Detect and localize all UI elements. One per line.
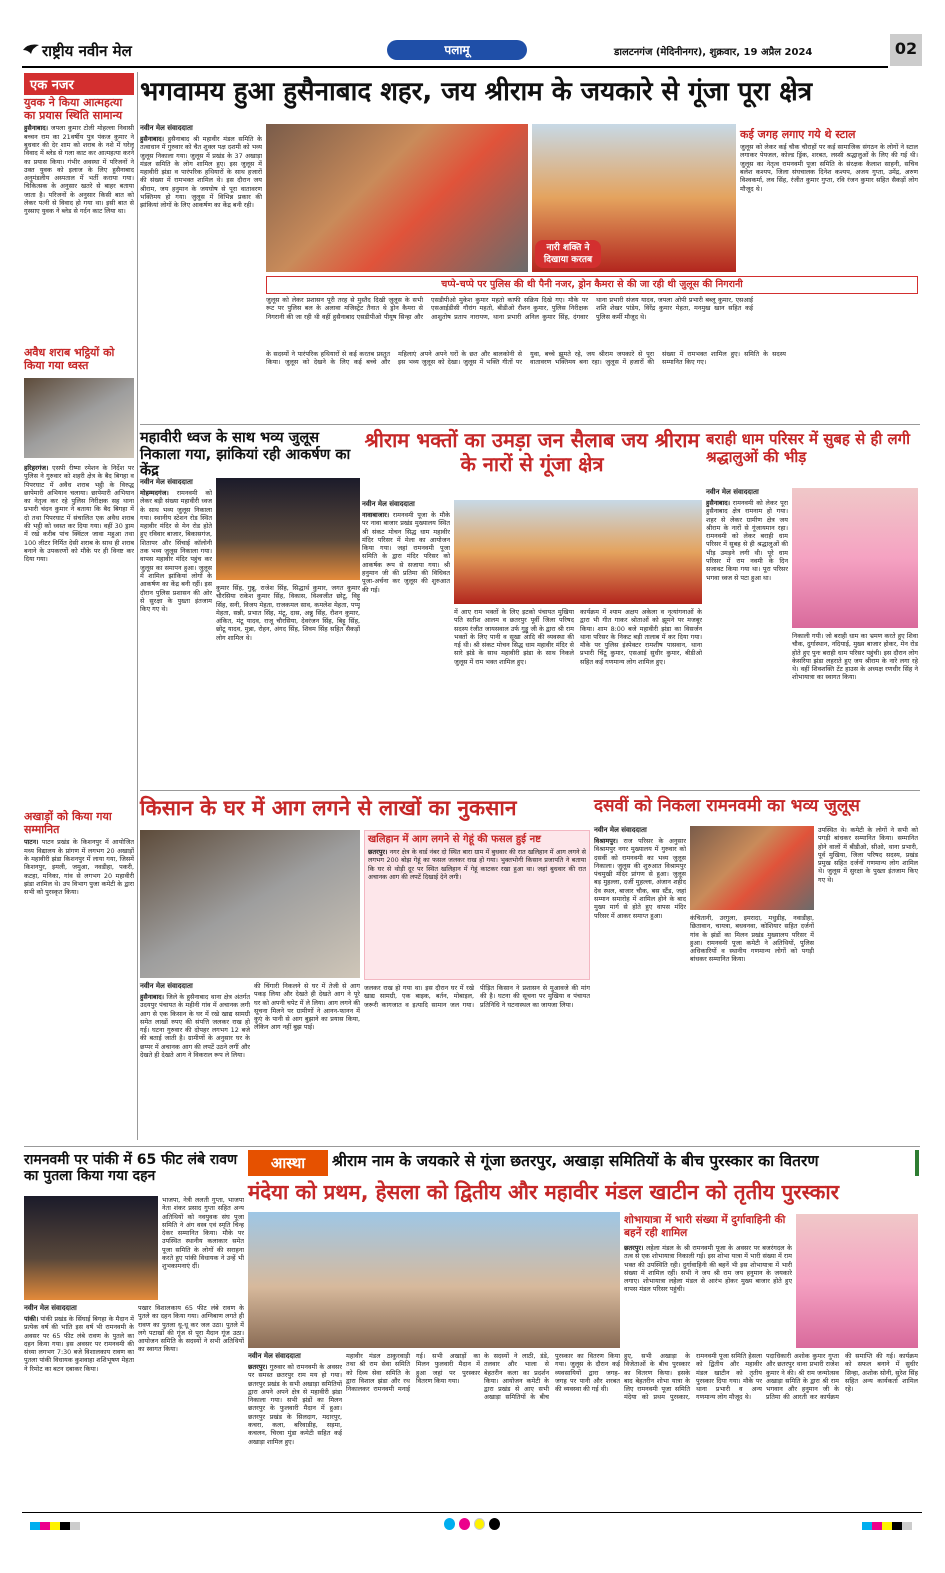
- mahaviri-text: रामनवमी को लेकर बड़ी संख्या महावीरी ध्वज के साथ भव्य जुलूस निकाला गया। स्थानीय स्टेशन रोड स्थित महावीर मंदिर से मेन रोड होते हुए रविवार बाजार, बिकासगंज, शितापर और सिंचाई कॉलोनी तक भव्य जुलूस निकाला गया। वापस महावीर मंदिर पहुंच कर जुलूस का समापन हुआ। जुलूस में शामिल झांकियां लोगों के आकर्षण का केंद्र बनी रहीं। इस दौरान पुलिस प्रशासन की ओर से सुरक्षा के पुख्ता इंतजाम किए गए थे।: [140, 489, 212, 614]
- lead-photo-procession: [266, 124, 528, 272]
- sidebar-story-1-lead: हुसैनाबाद।: [24, 124, 49, 133]
- aastha-body-2: महावीर मंडल ठाकुरवाड़ी तथा श्री राम सेवा समिति को दिव्य सेवा समिति के द्वारा विशाल झंडा और रथ निकालकर रामनवमी मनाई गई। सभी अखाड़ों का मिलन फुलवारी मैदान में हुआ जहां पर पुरस्कार वितरण किया गया।: [346, 1352, 480, 1394]
- ravan-col1: [24, 1304, 134, 1511]
- header-rule: [22, 66, 888, 68]
- aastha-text: गुरुवार को रामनवमी के अवसर पर समस्त छतरपुर राम मय हो गया। छतरपुर प्रखंड के सभी अखाड़ा समितियों द्वारा अपने अपने क्षेत्र से महावीरी झंडा निकाला गया। सभी झंडों का मिलन छतरपुर के फुलवारी मैदान में हुआ। छतरपुर प्रखंड के सिलदाग, मदारपुर, कचरा, कला, बरिवाडीह, सड़मा, कचलन, चिरवा मुंडा कमेटी सहित कई अखाड़ा शामिल हुए।: [248, 1363, 342, 1446]
- aastha-col1: [248, 1352, 342, 1513]
- lead-lead: हुसैनाबाद।: [140, 135, 165, 143]
- aastha-headline-2: मंदेया को प्रथम, हेसला को द्वितीय और महावीर मंडल खाटीन को तृतीय पुरस्कार: [248, 1180, 840, 1204]
- shobha-headline: शोभायात्रा में भारी संख्या में दुर्गावाहिनी की बहनें रही शामिल: [624, 1214, 786, 1239]
- barahi-col1: [706, 488, 788, 789]
- aastha-body: [248, 1363, 342, 1513]
- sidebar-story-2-lead: हरिहरगंज।: [24, 464, 49, 472]
- ravan-body-3: पखार विशालकाय 65 फीट लंबे रावण के पुतले का दहन किया गया। अग्निबाण लगते ही रावण का पुतला धू-धू कर जल उठा। पुतले में लगे पटाखों की गूंज से पूरा मैदान गूंज उठा। आयोजन समिति के सदस्यों ने सभी अतिथियों का स्वागत किया।: [138, 1304, 244, 1354]
- bhakt-byline: नवीन मेल संवाददाता: [362, 500, 415, 508]
- kisan-body-3: जलकर राख हो गया था। इस दौरान घर में रखे खाद्य सामग्री, एक बाइक, बर्तन, मोबाइल, जरूरी कागजात व इत्यादि सामान जल गया। पीड़ित किसान ने प्रशासन से मुआवजे की मांग की है। घटना की सूचना पर मुखिया व पंचायत प्रतिनिधि ने घटनास्थल का जायजा लिया।: [364, 984, 590, 1009]
- registration-dots: [444, 1518, 500, 1532]
- divider-1: [140, 424, 920, 425]
- bhakt-lead: नावाबाजार।: [362, 511, 390, 519]
- reg-dot-cyan: [444, 1518, 455, 1530]
- sidebar-story-1-body: [24, 124, 134, 294]
- kisan-box: [364, 830, 590, 980]
- sidebar-story-1-text: जपला कुमार टोली मोहल्ला निवासी बच्चन राम का 21वर्षीय पुत्र पंकज कुमार ने बुधवार की देर शाम को शराब के नशे में घरेलू विवाद में ब्लेड से गला काट कर आत्महत्या करने का प्रयास किया। गंभीर अवस्था में परिजनों ने उक्त युवक को इलाज के लिए हुसैनाबाद अनुमंडलीय अस्पताल में भर्ती कराया गया। चिकित्सक के अनुसार खतरे से बाहर बताया जाता है। परिजनों के अनुसार किसी बात को लेकर पत्नी से विवाद हो गया था। इसी बात से गुस्साए युवक ने ब्लेड से गर्दन काट लिया था।: [24, 124, 134, 216]
- mahaviri-lead: मोहम्मदगंज।: [140, 489, 169, 497]
- aastha-lead: छतरपुर।: [248, 1363, 268, 1371]
- barahi-headline: बराही धाम परिसर में सुबह से ही लगी श्रद्धालुओं की भीड़: [706, 430, 911, 466]
- masthead: [22, 38, 922, 68]
- dasvi-byline: नवीन मेल संवाददाता: [594, 826, 647, 834]
- mahaviri-body-2: कुमार सिंह, गुन्नू, राजेश सिंह, सिद्धार्थ कुमार, जगत कुमार चौरसिया राकेश कुमार सिंह, विकास, विश्वजीत छोटू, विट्टू सिंह, सनी, विजय मेहता, राजकमल साव, कमलेश मेहता, पप्पू मेहता, सन्नी, प्रभात सिंह, मंटू, दास, अन्नु सिंह, रौशन कुमार, अंकित, मंटू यादव, राजू चौरसिया, देवरंजन सिंह, बिट्टू सिंह, छोटू यादव, मुन्ना, रोहन, अंगद सिंह, शिवम सिंह सहित सैकड़ों लोग शामिल थे।: [216, 584, 360, 642]
- lead-text: हुसैनाबाद श्री महावीर मंडल समिति के तत्वाधान में गुरुवार को चैत शुक्ल पक्ष दशमी को भव्य जुलूस निकाला गया। जुलूस में प्रखंड के 37 अखाड़ा मंडल समिति के लोग शामिल हुए। इस जुलूस में महावीरी झंडा व पारंपरिक हथियारों के साथ हजारों की संख्या में रामभक्त शामिल थे। इस दौरान जय श्रीराम, जय हनुमान के जयघोष से पूरा वातावरण भक्तिमय हो गया। जुलूस में विभिन्न प्रकार की झांकियां लोगों के लिए आकर्षण का केंद्र बनी रही।: [140, 135, 262, 210]
- sidebar-story-3-text: पाटन प्रखंड के किशनपुर में आयोजित मध्य विद्यालय के प्रांगण में लगभग 20 अखाड़ों के महावीरी झंडा किशनपुर में लाया गया, जिसमें किशनपुर, इमली, जमुआ, नवडीहा, पकरी, कटहा, मनिका, गांव से लगभग 20 महावीरी झंडा शामिल थे। उप विभाग पुजा कमेटी के द्वारा सभी को पुरस्कृत किया।: [24, 838, 134, 897]
- aastha-photo: [248, 1212, 620, 1348]
- barahi-photo: [792, 488, 918, 628]
- bhakt-col1: [362, 500, 450, 791]
- shobha-text: लहेला मंडल के श्री रामनवमी पूजा के अवसर पर बजरंगदल के तत्व से एक शोभायात्रा निकाली गई। इस शोभा यात्रा में भारी संख्या में राम भक्त की उपस्थिति रही। दुर्गावाहिनी की बहनें भी इस शोभायात्रा में भारी संख्या में शामिल रहीं। सभी ने जय श्री राम जय हनुमान के जयकारे लगाए। शोभायात्रा लहेला मंडल से आरंभ होकर मुख्य बाजार होते हुए वापस मंडल परिसर पहुंची।: [624, 1244, 792, 1294]
- reg-dot-yellow: [474, 1518, 485, 1530]
- sidebar-divider: [137, 72, 138, 1140]
- sidebar-story-2-text: एसपी रीष्मा रमेशन के निर्देश पर पुलिस ने गुरुवार को शहरी क्षेत्र के बैद बिगहा व पिपरघाट में अवैध शराब भट्ठी के विरुद्ध छापेमारी अभियान चलाया। छापेमारी अभियान का नेतृत्व कर रहे पुलिस निरीक्षक सह थाना प्रभारी चंदन कुमार ने बताया कि बैद बिगहा में दो तथा पिपरघाट में संचालित एक अवैध शराब की भट्ठी को ध्वस्त कर दिया गया। वहीं 30 ड्राम में रखे करीब पांच क्विंटल जावा महुआ तथा 100 लीटर निर्मित देसी शराब के साथ ही शराब बनाने के उपकरणों को मौके पर ही विनष्ट कर दिया गया।: [24, 464, 134, 564]
- sidebar-story-3-lead: पाटन।: [24, 838, 39, 847]
- bhakt-body-2: में आए राम भक्तों के लिए इटको पंचायत मुखिया पति सतीश आलम व छतरपुर पूर्वी जिला परिषद सदस्य रंजीत जायसवाल उर्फ गुड्डू जी के द्वारा श्री राम भक्तों के लिए पानी व सूखा आदि की व्यवस्था की गई थी। श्री संकट मोचन सिद्ध धाम महावीर मंदिर से सारे झंडे के साथ महावीरी झंडा के साथ निकले जुलूस में राम भक्त शामिल हुए।: [454, 608, 574, 666]
- kisan-col1: [140, 982, 250, 1143]
- dasvi-body-3: उपस्थित थे। कमेटी के लोगों ने सभी को पगड़ी बांधकर सम्मानित किया। सम्मानित होने वालों में बीडीओ, सीओ, थाना प्रभारी, पूर्व मुखिया, जिला परिषद सदस्य, प्रखंड प्रमुख सहित दर्जनों गणमान्य लोग शामिल थे। जुलूस में सुरक्षा के पुख्ता इंतजाम किए गए थे।: [818, 826, 918, 884]
- kisan-text: जिले के हुसैनाबाद थाना क्षेत्र अंतर्गत उदयपुर पंचायत के महीनी गांव में अचानक लगी आग से एक किसान के घर में रखे खाद्य सामग्री समेत लाखों रुपए की संपत्ति जलकर राख हो गई। घटना गुरुवार की दोपहर लगभग 12 बजे की बताई जाती है। ग्रामीणों के अनुसार घर के छप्पर में अचानक आग की लपटें उठने लगीं और देखते ही देखते आग ने विकराल रूप ले लिया।: [140, 993, 250, 1060]
- aastha-body-3: के सदस्यों ने लाठी, डंडे, तलवार और भाला से बेहतरीन कला का प्रदर्शन किया। आयोजन कमेटी के द्वारा प्रखंड से आए सभी अखाड़ा समितियों के बीच पुरस्कार का वितरण किया गया। जुलूस के दौरान कई व्यवसायियों द्वारा जगह-जगह पर पानी और शरबत की व्यवस्था की गई थी।: [484, 1352, 620, 1402]
- reg-dot-magenta: [459, 1518, 470, 1530]
- ravan-body-2: भाजपा, नेत्री ललती गुप्ता, भाजपा नेता शंकर प्रसाद गुप्ता सहित अन्य अतिथियों को नवयुवक संघ पूजा समिति ने अंग वस्त्र एवं स्मृति चिन्ह देकर सम्मानित किया। मौके पर उपस्थित स्थानीय कलाकार समेत पूजा समिति के लोगों की सराहना करते हुए पांकी विधायक ने उन्हें भी शुभकामनाएं दीं।: [162, 1196, 244, 1271]
- color-registration-right: [862, 1522, 912, 1530]
- aastha-headline: श्रीराम नाम के जयकारे से गूंजा छतरपुर, अखाड़ा समितियों के बीच पुरस्कार का वितरण: [332, 1152, 819, 1170]
- aastha-body-4: हुए, सभी अखाड़ा के विजेताओं के बीच पुरस्कार का वितरण किया। इसके बाद बेहतरीन शोभा यात्रा के लिए रामनवमी पूजा समिति मंदेया को प्रथम पुरस्कार, रामनवमी पूजा समिति हेसला को द्वितीय और महावीर मंडल खाटीन को तृतीय पुरस्कार दिया गया। मौके पर थाना प्रभारी व अन्य गणमान्य लोग मौजूद थे।: [624, 1352, 762, 1402]
- shobha-body-2: पदाधिकारी अशोक कुमार गुप्ता और छतरपुर थाना प्रभारी राजेश कुमार ने की। श्री राम जन्मोत्सव अखाड़ा समिति के द्वारा श्री राम भगवान और हनुमान जी के प्रतिमा की आरती कर कार्यक्रम की समाप्ति की गई। कार्यक्रम को सफल बनाने में सुधीर सिन्हा, अशोक सोनी, सुरेश सिंह सहित अन्य कार्यकर्ता शामिल रहे।: [766, 1352, 918, 1402]
- bhakt-text: रामनवमी पूजा के मौके पर नावा बाजार प्रखंड मुख्यालय स्थित श्री संकट मोचन सिद्ध धाम महावीर मंदिर परिसर में मेला का आयोजन किया गया। जहां रामनवमी पूजा समिति के द्वारा मंदिर परिसर को आकर्षक रूप से सजाया गया। श्री हनुमान जी की प्रतिमा की विधिवत पूजा-अर्चना कर जुलूस की शुरुआत की गई।: [362, 511, 450, 594]
- sidebar-story-3-headline: अखाड़ों को किया गया सम्मानित: [24, 810, 112, 837]
- kisan-body-2: की चिंगारी निकलने से घर में तेजी से आग पकड़ लिया और देखते ही देखते आग ने पूरे घर को अपनी चपेट में ले लिया। आग लगने की सूचना मिलने पर ग्रामीणों ने आनन-फानन में कुएं के पानी से आग बुझाने का प्रयास किया, लेकिन आग नहीं बुझ पाई।: [254, 982, 360, 1032]
- barahi-byline: नवीन मेल संवाददाता: [706, 488, 759, 496]
- sidebar-story-3-body: [24, 838, 134, 1168]
- newspaper-logo: राष्ट्रीय नवीन मेल: [42, 42, 132, 60]
- lead-sub-headline: कई जगह लगाए गये थे स्टाल: [740, 128, 856, 141]
- mahaviri-headline: महावीरी ध्वज के साथ भव्य जुलूस निकाला गया, झांकियां रही आकर्षण का केंद्र: [140, 430, 351, 480]
- mahaviri-byline: नवीन मेल संवाददाता: [140, 478, 193, 486]
- bhakt-headline: श्रीराम भक्तों का उमड़ा जन सैलाब जय श्रीराम के नारों से गूंजा क्षेत्र: [364, 428, 700, 476]
- dasvi-lead: विश्रामपुर।: [594, 837, 618, 845]
- dateline: डालटनगंज (मेदिनीनगर), शुक्रवार, 19 अप्रैल 2024: [614, 47, 813, 58]
- lead-body-3: के सदस्यों ने पारंपरिक हथियारों से कई करतब प्रस्तुत किया। जुलूस को देखने के लिए कई बच्चे और महिलाएं अपने अपने घरों के छत और बालकोनी से इस भव्य जुलूस को देखा। जुलूस में भक्ति गीतों पर युवा, बच्चे झूमते रहे, जय श्रीराम जयकारे से पूरा वातावरण भक्तिमय बना रहा। जुलूस में हजारों की संख्या में रामभक्त शामिल हुए। समिति के सदस्य सम्मानित किए गए।: [266, 350, 786, 367]
- lead-sub-story: [740, 128, 918, 273]
- lead-byline: नवीन मेल संवाददाता: [140, 124, 193, 132]
- mahaviri-body: [140, 489, 212, 797]
- bhakt-body-3: कार्यक्रम में श्याम अक्षय अकेला व नृत्यांगनाओं के द्वारा भी गीत गाकर श्रोताओं को झूमने पर मजबूर किया। शाम 8:00 बजे महावीरी झंडा का विसर्जन थाना परिसर के निकट बड़ी तालाब में कर दिया गया। मौके पर पुलिस इंस्पेक्टर रामशीष पासवान, थाना प्रभारी चिंटू कुमार, एसआई सुधीर कुमार, बीडीओ सहित कई गणमान्य लोग शामिल हुए।: [580, 608, 702, 666]
- sidebar-title: एक नजर: [24, 73, 134, 95]
- lead-sub-body: जुलूस को लेकर कई चौक चौराहों पर कई सामाजिक संगठन के लोगों ने स्टाल लगाकर पेयजल, कोल्ड ड्रिंक, शरबत, लस्सी श्रद्धालुओं के लिए की गई थी। जुलूस का नेतृत्व रामनवमी पूजा समिति के संरक्षक कैलाश साहनी, सचिव बलेश कश्यप, जिला संघचालक दिनेश कश्यप, अजय गुप्ता, उमेंद्र, अरुण विश्वकर्मा, लव सिंह, रंजीत कुमार गुप्ता, रवि रंजन कुमार सहित सैकड़ों लोग मौजूद थे।: [740, 143, 918, 193]
- reg-dot-black: [489, 1518, 500, 1530]
- lead-strip: चप्पे-चप्पे पर पुलिस की थी पैनी नजर, ड्रोन कैमरा से की जा रही थी जुलूस की निगरानी: [266, 276, 918, 294]
- kisan-photo: [140, 830, 360, 978]
- aastha-byline: नवीन मेल संवाददाता: [248, 1352, 301, 1360]
- aastha-tag: आस्था: [248, 1150, 328, 1176]
- barahi-body: [706, 499, 788, 789]
- dasvi-body: [594, 837, 686, 1143]
- bhakt-photo: [454, 500, 702, 604]
- kisan-box-body: [368, 848, 586, 972]
- sidebar-story-2-headline: अवैध शराब भट्ठियों को किया गया ध्वस्त: [24, 346, 115, 373]
- ravan-text: पांकी प्रखंड के सिंघाई बिगहा के मैदान में प्रत्येक वर्ष की भांति इस वर्ष भी रामनवमी के अवसर पर 65 फीट लंबे रावण के पुतले का दहन किया गया। इस अवसर पर रामनवमी की संध्या लगभग 7:30 बजे विशालकाय रावण का पुतला पांकी विधायक कुशवाहा शशिभूषण मेहता ने रिमोट का बटन दबाकर किया।: [24, 1315, 134, 1373]
- dasvi-col1: [594, 826, 686, 1143]
- dasvi-text: राज परिसर के अनुसार विश्रामपुर नगर मुख्यालय में गुरुवार को दसवीं को रामनवमी का भव्य जुलूस निकाला। जुलूस की शुरुआत विश्रामपुर पंचमुखी मंदिर प्रांगण से हुआ। जुलूस बड़ मुहल्ला, दर्जी मुहल्ला, अंजान शहीद देव स्थल, बाजार चौक, बस स्टैंड, जहां सम्मान समारोह में शामिल होने के बाद मुख्य मार्ग से होते हुए वापस मंदिर परिसर में आकर समाप्त हुआ।: [594, 837, 686, 920]
- sidebar-story-2-body: [24, 464, 134, 786]
- section-tab[interactable]: पलामू: [387, 40, 527, 60]
- dasvi-photo: [690, 826, 814, 910]
- lead-headline: भगवामय हुआ हुसैनाबाद शहर, जय श्रीराम के जयकारे से गूंजा पूरा क्षेत्र: [140, 77, 813, 107]
- ravan-photo: [24, 1196, 158, 1300]
- shobha-lead: छतरपुर।: [624, 1244, 644, 1252]
- lead-story-col1: [140, 124, 262, 435]
- ravan-lead: पांकी।: [24, 1315, 39, 1323]
- divider-2: [140, 790, 920, 791]
- kisan-lead: हुसैनाबाद।: [140, 993, 165, 1001]
- lead-body-2: जुलूस को लेकर प्रशासन पूरी तरह से मुस्तैद दिखी जुलूस के सभी रूट पर पुलिस बल के अलावा मजिस्ट्रेट तैनात थे ड्रोन कैमरा से निगरानी की जा रही थी वहीं हुसैनाबाद एसडीपीओ पीयूष सिन्हा और एसडीपीओ मुकेश कुमार महतो काफी सक्रिय दिखे गए। मौके पर एसआईडीसी गौरांग महतो, बीडीओ रौशन कुमार, पुलिस निरीक्षक आशुतोष प्रताप नारायण, थाना प्रभारी अनिल कुमार सिंह, दंगवार थाना प्रभारी संजय यादव, जपला ओपी प्रभारी बब्लू कुमार, एसआई शशि शेखर पांडेय, विरेंद्र कुमार मेहता, मनमुख खान सहित कई पुलिस कर्मी मौजूद थे।: [266, 296, 753, 321]
- shobha-body: [624, 1244, 792, 1348]
- mahaviri-col1: [140, 478, 212, 797]
- bird-logo-icon: [22, 40, 40, 58]
- ravan-body: [24, 1315, 134, 1511]
- sidebar-story-1: [24, 96, 134, 294]
- barahi-lead: हुसैनाबाद।: [706, 499, 731, 507]
- color-registration-left: [30, 1522, 80, 1530]
- lead-body: [140, 135, 262, 435]
- kisan-box-text: नगर क्षेत्र के वार्ड नंबर दो स्थित बारा ग्राम में बुधवार की रात खलिहान में आग लगने से लगभग 200 बोझ गेहूं का फसल जलकर राख हो गया। भुक्तभोगी किसान प्रजापति ने बताया कि घर से थोड़ी दूर पर स्थित खलिहान में गेहूं काटकर रखा हुआ था। जहां बुधवार की रात अचानक आग की लपटें दिखाई देने लगी।: [368, 848, 586, 881]
- aastha-accent-bar: [915, 1150, 919, 1176]
- lead-photo-caption: नारी शक्ति ने दिखाया करतब: [535, 240, 601, 268]
- shobha-photo: [796, 1214, 918, 1348]
- kisan-byline: नवीन मेल संवाददाता: [140, 982, 193, 990]
- sidebar-story-3: [24, 810, 134, 1168]
- sidebar-story-1-headline: युवक ने किया आत्महत्या का प्रयास स्थिति सामान्य: [24, 96, 123, 123]
- mahaviri-photo: [216, 478, 360, 580]
- ravan-headline: रामनवमी पर पांकी में 65 फीट लंबे रावण का पुतला किया गया दहन: [24, 1152, 238, 1185]
- dasvi-body-2: कंचितानी, उरगुला, इमरादा, मधुडीह, नवाडीहा, छितावान, चायत्रा, बधवनवा, कोशियार सहित दर्जनों गांव के झंडों का मिलन प्रखंड मुख्यालय परिसर में हुआ। रामनवमी पूजा कमेटी ने अतिथियों, पुलिस अधिकारियों व स्थानीय गणमान्य लोगों को पगड़ी बांधकर सम्मानित किया।: [690, 914, 814, 964]
- footer-rule: [22, 1512, 922, 1513]
- kisan-box-lead: छतरपुर।: [368, 848, 388, 856]
- page-number: 02: [890, 34, 922, 66]
- ravan-byline: नवीन मेल संवाददाता: [24, 1304, 77, 1312]
- barahi-body-2: निकाली गयी। जो बराही धाम का भ्रमण करते हुए शिवा चौक, दुर्गास्थान, नदियाई, मुख्य बाजार होकर, मेन रोड होते हुए पुनः बराही धाम परिसर पहुंची। इस दौरान लोग केसरिया झंडा लहराते हुए जय श्रीराम के नारे लगा रहे थे। वहीं शिवशक्ति टेंट हाउस के अध्यक्ष रणधीर सिंह ने शोभायात्रा का स्वागत किया।: [792, 632, 918, 682]
- sidebar-story-2: [24, 346, 134, 564]
- bhakt-body: [362, 511, 450, 791]
- barahi-text: रामनवमी को लेकर पूरा हुसैनाबाद क्षेत्र रामनाम हो गया। शहर से लेकर ग्रामीण क्षेत्र जय श्रीराम के नारों से गूंजायमान रहा। रामनवमी को लेकर बराही धाम परिसर में सुबह से ही श्रद्धालुओं की भीड़ उमड़ने लगी थी। पूरे धाम परिसर में राम नवमी के दिन सजावट किया गया था। पूरा परिसर भगवा ध्वज से पटा हुआ था।: [706, 499, 788, 582]
- sidebar-photo-liquor: [24, 378, 134, 458]
- kisan-box-headline: खलिहान में आग लगने से गेहूं की फसल हुई नष्ट: [368, 834, 541, 845]
- kisan-body: [140, 993, 250, 1143]
- divider-3: [24, 1146, 920, 1147]
- dasvi-headline: दसवीं को निकला रामनवमी का भव्य जुलूस: [594, 796, 860, 816]
- kisan-headline: किसान के घर में आग लगने से लाखों का नुकसान: [140, 796, 517, 820]
